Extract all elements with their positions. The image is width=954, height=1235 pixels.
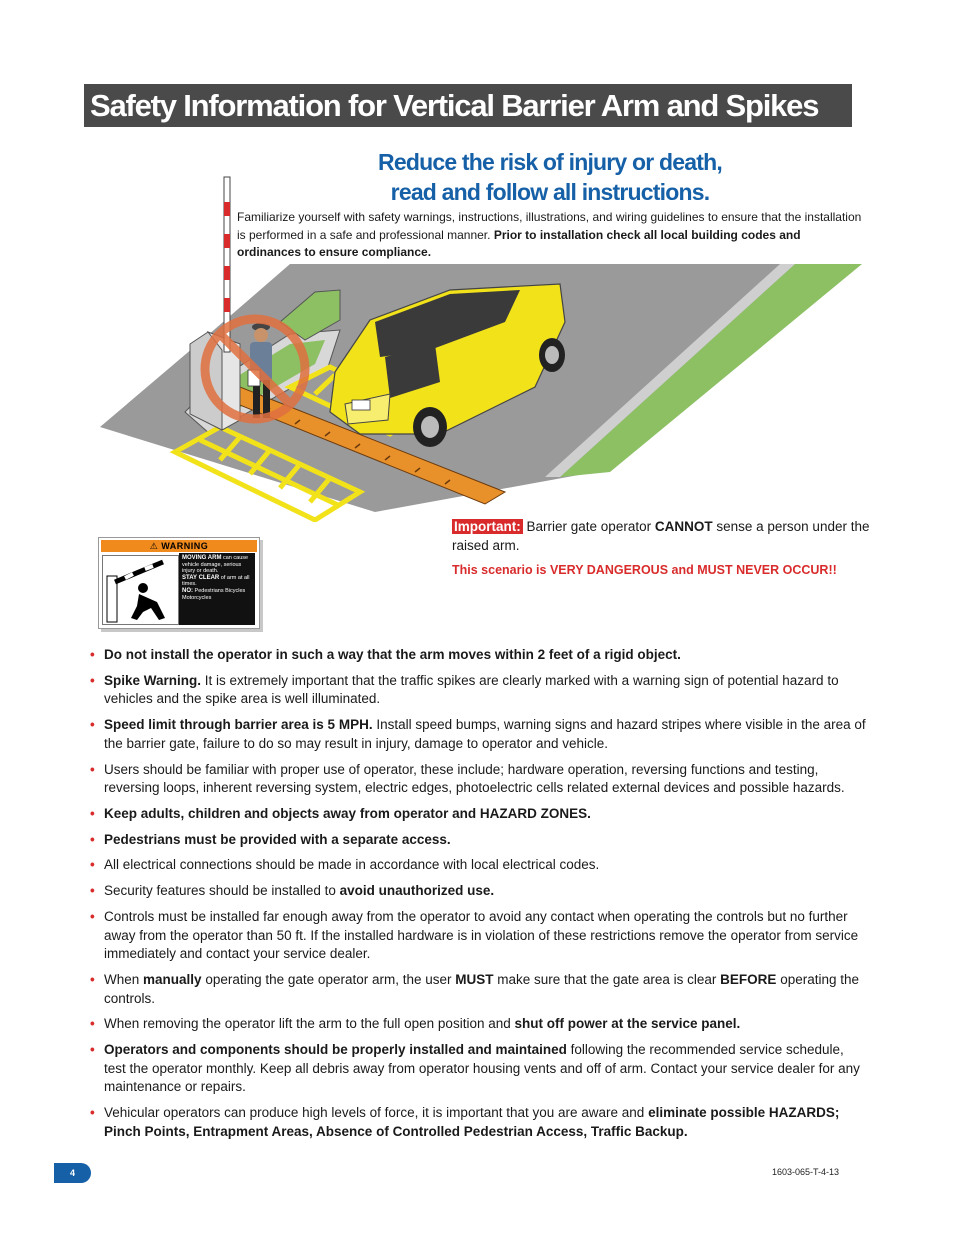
list-item: • Spike Warning. It is extremely important that the traffic spikes are clearly marked with a warning sign of potential hazard to vehicles and the spike area is well illuminated. [90,672,839,707]
warning-pictogram [102,555,179,625]
warning-label [98,537,260,629]
person-hit-by-arm-icon [103,556,178,624]
page-number: 4 [54,1163,91,1183]
intro-text: Familiarize yourself with safety warnings, instructions, illustrations, and wiring guidelines to ensure that the installation is performed in a safe and professional manner. [237,210,862,242]
warning-label-header: ⚠ WARNING [101,540,257,552]
document-number: 1603-065-T-4-13 [772,1167,840,1177]
list-item: • Keep adults, children and objects away from operator and HAZARD ZONES. [90,805,591,821]
warning-triangle-icon: ⚠ [149,541,159,551]
list-item: • Controls must be installed far enough away from the operator to avoid any contact when operating the controls but no further away from the operator than 50 ft. If the installed hardware is in violation of these restrictions remove the operator from service immediately and contact your service dealer. [90,909,859,962]
list-item: • Do not install the operator in such a way that the arm moves within 2 feet of a rigid object. [90,647,681,662]
danger-statement: This scenario is VERY DANGEROUS and MUST NEVER OCCUR!! [452,563,837,577]
important-note: Important: Barrier gate operator CANNOT sense a person under the raised arm. [452,519,870,553]
list-item: • All electrical connections should be made in accordance with local electrical codes. [90,857,600,873]
subtitle-line-2: read and follow all instructions. [390,179,710,205]
page-title: Safety Information for Vertical Barrier Arm and Spikes [84,84,852,127]
warning-label-text: MOVING ARM can cause vehicle damage, serious injury or death. STAY CLEAR of arm at all times. NO: Pedestrians Bicycles Motorcycles [179,553,255,625]
list-item: • When manually operating the gate operator arm, the user MUST make sure that the gate area is clear BEFORE operating the controls. [90,972,860,1006]
safety-bullet-list [90,646,868,1149]
subtitle-line-1: Reduce the risk of injury or death, [378,149,722,175]
list-item: • Security features should be installed to avoid unauthorized use. [90,883,495,899]
list-item: • Users should be familiar with proper use of operator, these include; hardware operation, reversing functions and testing, reversing loops, inherent reversing system, electric edges, photoelectric cells related external devices and possible hazards. [90,761,845,796]
list-item: • Vehicular operators can produce high levels of force, it is important that you are aware and eliminate possible HAZARDS; Pinch Points, Entrapment Areas, Absence of Controlled Pedestrian Access, Traffic Backup. [90,1105,840,1139]
list-item: • Operators and components should be properly installed and maintained following the recommended service schedule, test the operator monthly. Keep all debris away from operator housing vents and off of arm. Contact your service dealer for any maintenance or repairs. [90,1042,860,1095]
important-tag: Important: [454,519,521,534]
barrier-scene-illustration [90,172,870,522]
intro-bold-text: Prior to installation check all local building codes and ordinances to ensure compliance. [237,227,801,259]
list-item: • When removing the operator lift the arm to the full open position and shut off power at the service panel. [90,1016,741,1032]
list-item: • Speed limit through barrier area is 5 MPH. Install speed bumps, warning signs and hazard stripes where visible in the area of the barrier gate, failure to do so may result in injury, damage to operator and vehicle. [90,717,866,751]
list-item: • Pedestrians must be provided with a separate access. [90,831,451,847]
